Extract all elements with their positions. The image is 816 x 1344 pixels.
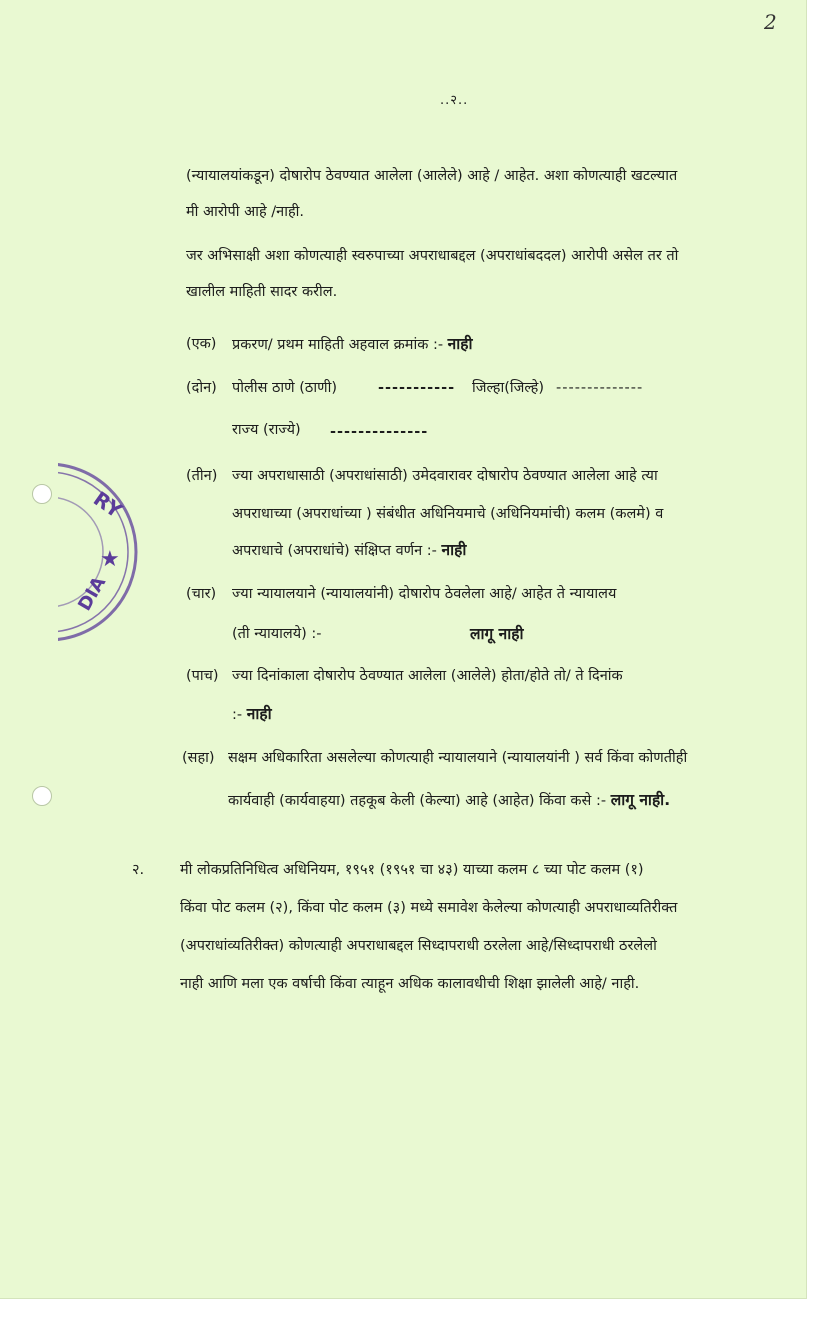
item-pach-line-2: :-	[232, 707, 243, 723]
item-don-label: (दोन)	[186, 380, 217, 396]
intro-line-1: (न्यायालयांकडून) दोषारोप ठेवण्यात आलेला (आलेले) आहे / आहेत. अशा कोणत्याही खटल्यात	[186, 168, 678, 184]
item-pach-label: (पाच)	[186, 668, 219, 684]
intro-line-3: जर अभिसाक्षी अशा कोणत्याही स्वरुपाच्या अपराधाबद्दल (अपराधांबददल) आरोपी असेल तर तो	[186, 248, 679, 264]
section-2-line-3: (अपराधांव्यतिरीक्त) कोणत्याही अपराधाबद्दल सिध्दापराधी ठरलेला आहे/सिध्दापराधी ठरलेलो	[180, 938, 657, 954]
section-2-line-2: किंवा पोट कलम (२), किंवा पोट कलम (३) मध्ये समावेश केलेल्या कोणत्याही अपराधाव्यतिरीक्त	[180, 900, 678, 916]
item-teen-answer: नाही	[441, 541, 467, 559]
section-2-line-1: मी लोकप्रतिनिधित्व अधिनियम, १९५१ (१९५१ चा ४३) याच्या कलम ८ च्या पोट कलम (१)	[180, 862, 644, 878]
item-saha-line-2: कार्यवाही (कार्यवाहया) तहकूब केली (केल्या) आहे (आहेत) किंवा कसे :-	[228, 793, 607, 809]
item-don-dash-1: -----------	[378, 380, 456, 396]
item-ek-row	[232, 334, 473, 355]
item-char-answer: लागू नाही	[470, 625, 524, 643]
item-pach-line-1: ज्या दिनांकाला दोषारोप ठेवण्यात आलेला (आलेले) होता/होते तो/ ते दिनांक	[232, 668, 623, 684]
handwritten-page-number: 2	[764, 10, 777, 34]
item-don-dash-2: --------------	[556, 380, 644, 396]
item-pach-row-2	[232, 704, 272, 725]
item-char-label: (चार)	[186, 586, 217, 602]
item-teen-row-3	[232, 540, 466, 561]
notary-stamp	[58, 462, 168, 642]
item-char-line-2: (ती न्यायालये) :-	[232, 626, 322, 642]
item-pach-answer: नाही	[246, 705, 272, 723]
stamp-text-bottom: DIA	[74, 573, 111, 615]
item-don-state: राज्य (राज्ये)	[232, 422, 301, 438]
intro-line-4: खालील माहिती सादर करील.	[186, 284, 338, 300]
item-saha-row-2	[228, 790, 670, 811]
section-2-number: २.	[132, 862, 145, 878]
stamp-star-icon: ★	[100, 547, 120, 572]
item-teen-line-1: ज्या अपराधासाठी (अपराधांसाठी) उमेदवारावर दोषारोप ठेवण्यात आलेला आहे त्या	[232, 468, 658, 484]
item-teen-line-2: अपराधाच्या (अपराधांच्या ) संबंधीत अधिनियमाचे (अधिनियमांची) कलम (कलमे) व	[232, 506, 664, 522]
item-saha-line-1: सक्षम अधिकारिता असलेल्या कोणत्याही न्यायालयाने (न्यायालयांनी ) सर्व किंवा कोणतीही	[228, 750, 688, 766]
punch-hole-bottom	[32, 786, 52, 806]
item-saha-answer: लागू नाही.	[610, 791, 671, 809]
item-ek-text: प्रकरण/ प्रथम माहिती अहवाल क्रमांक :-	[232, 337, 444, 353]
item-don-text: पोलीस ठाणे (ठाणी)	[232, 380, 337, 396]
stamp-text-top: RY	[89, 486, 127, 523]
page-marker: ..२..	[440, 93, 469, 108]
item-teen-label: (तीन)	[186, 468, 218, 484]
item-don-district: जिल्हा(जिल्हे)	[472, 380, 544, 396]
item-don-dash-3: --------------	[330, 424, 429, 440]
punch-hole-top	[32, 484, 52, 504]
item-ek-answer: नाही	[447, 335, 473, 353]
item-saha-label: (सहा)	[182, 750, 215, 766]
item-teen-line-3: अपराधाचे (अपराधांचे) संक्षिप्त वर्णन :-	[232, 543, 437, 559]
section-2-line-4: नाही आणि मला एक वर्षाची किंवा त्याहून अधिक कालावधीची शिक्षा झालेली आहे/ नाही.	[180, 976, 640, 992]
item-char-line-1: ज्या न्यायालयाने (न्यायालयांनी) दोषारोप ठेवलेला आहे/ आहेत ते न्यायालय	[232, 586, 617, 602]
intro-line-2: मी आरोपी आहे /नाही.	[186, 204, 305, 220]
item-ek-label: (एक)	[186, 336, 217, 352]
